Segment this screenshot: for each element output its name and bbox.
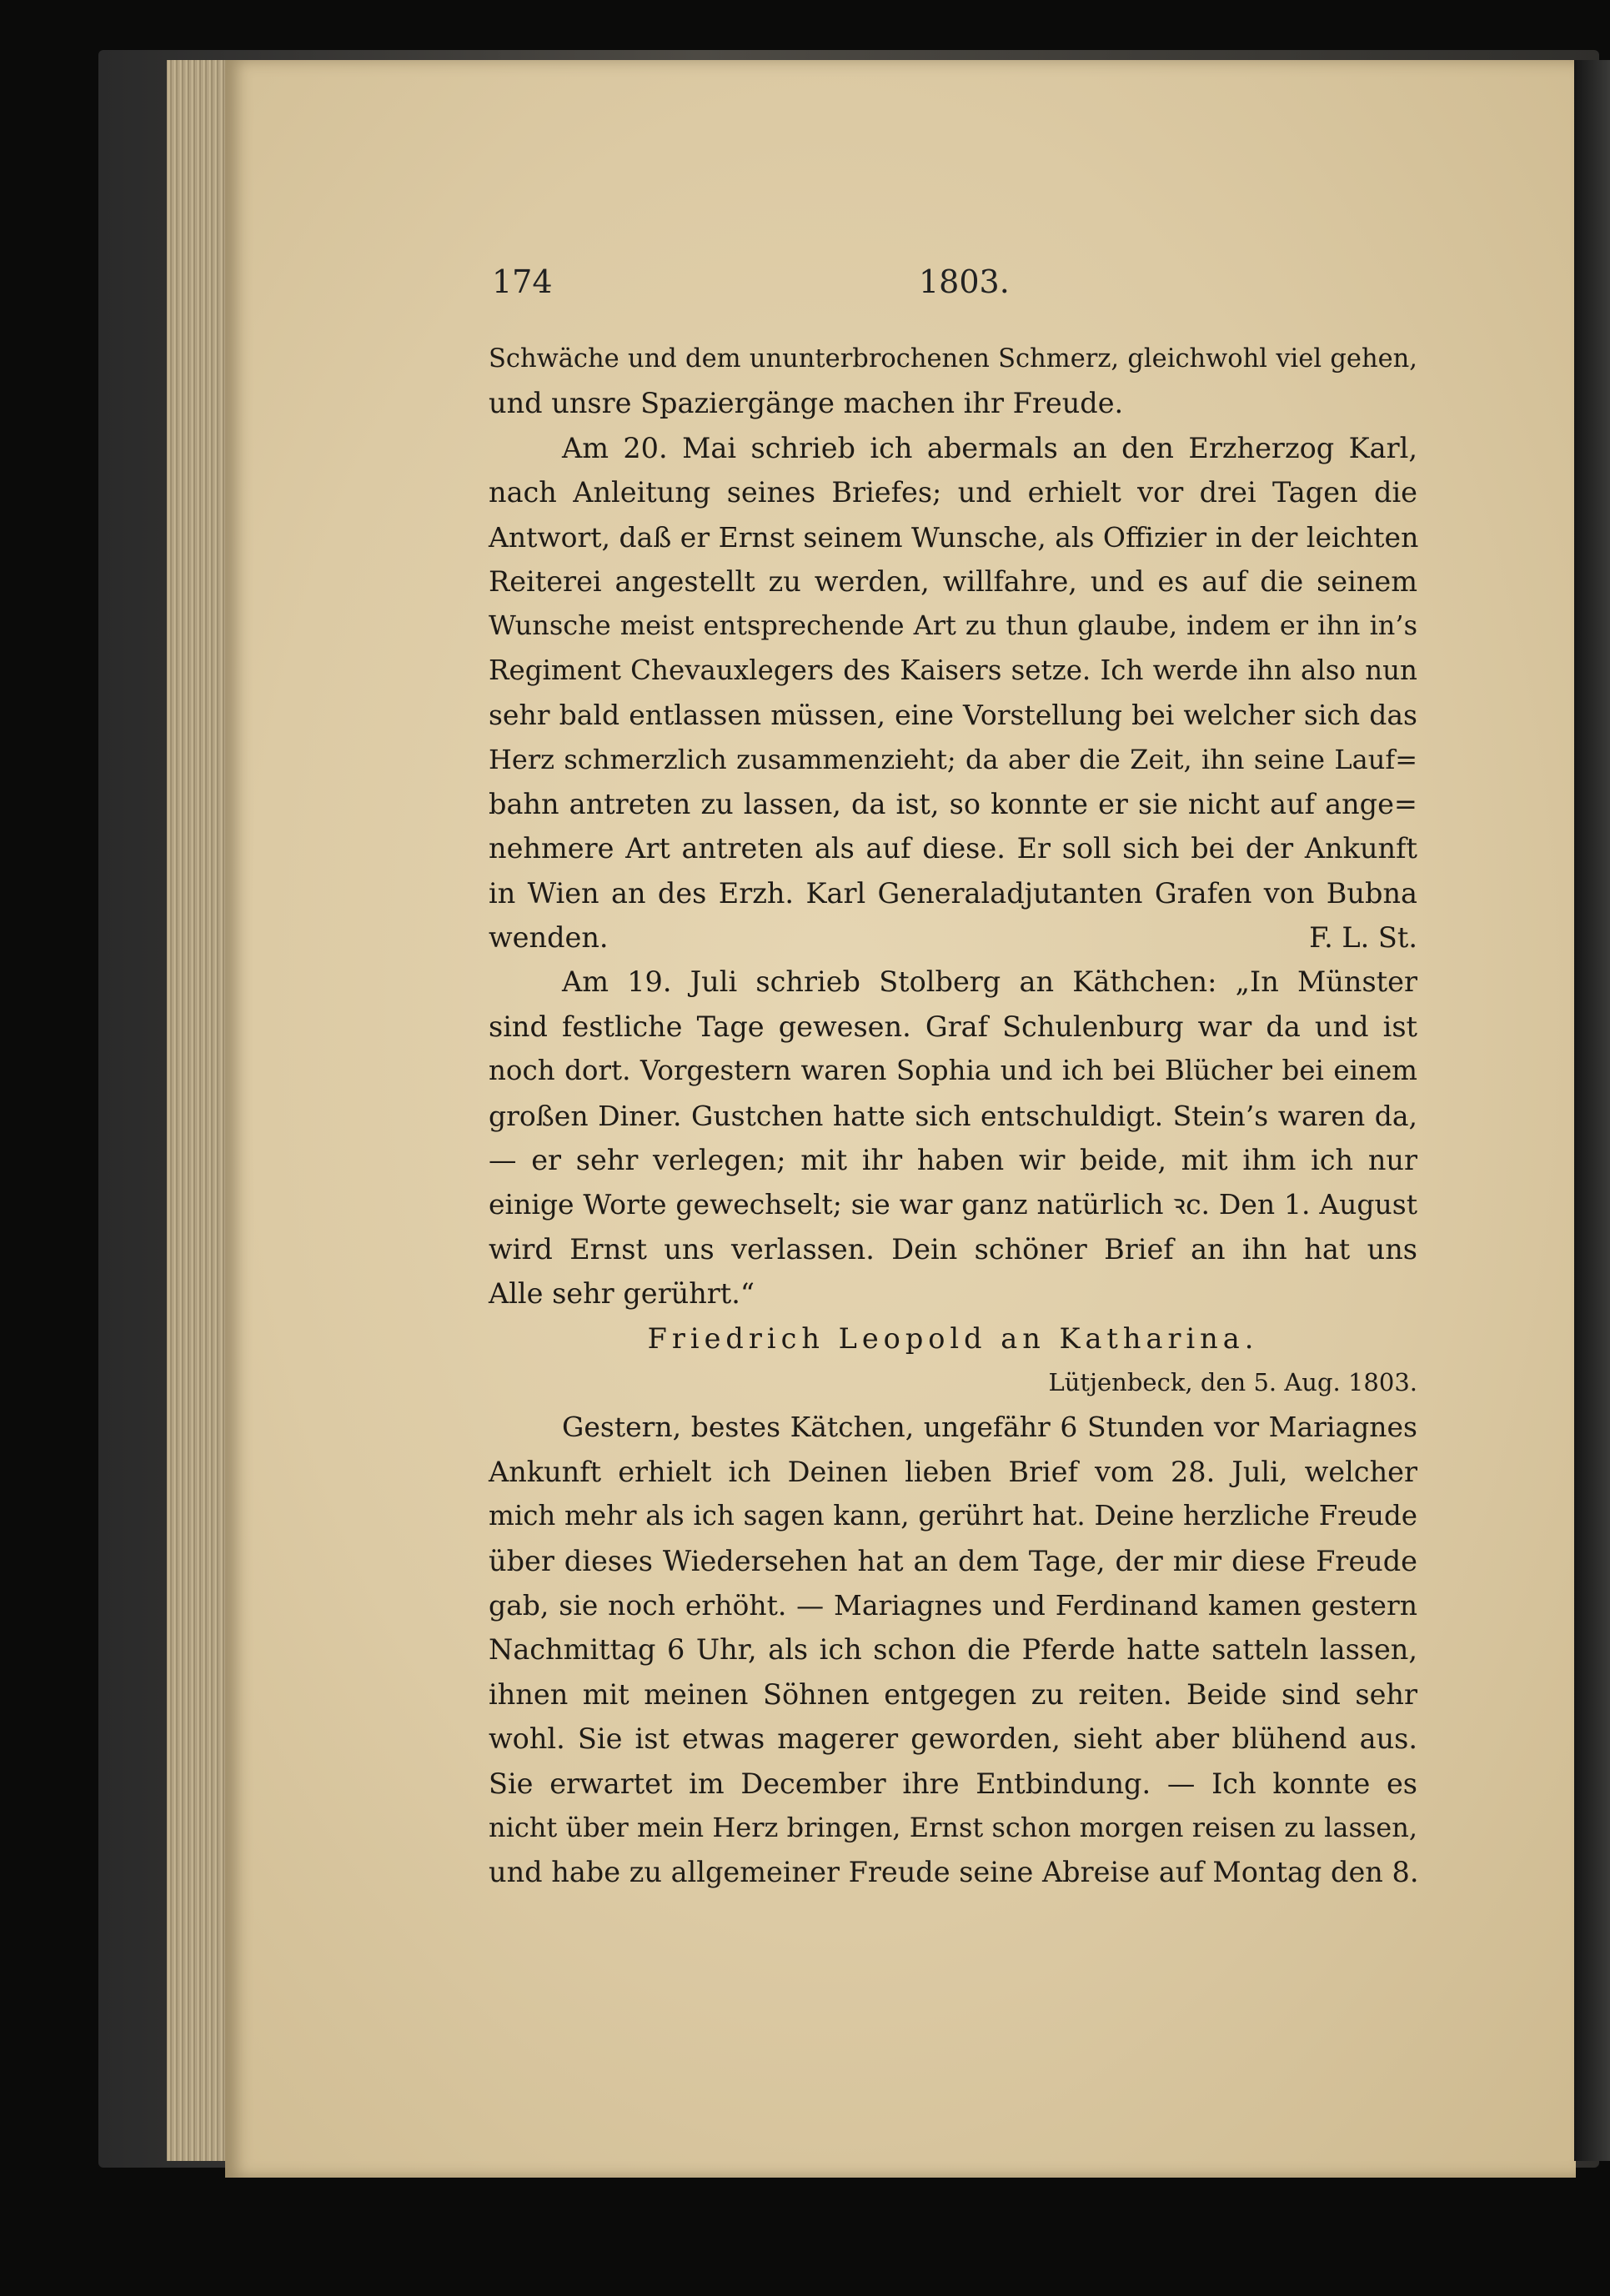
text-line: nach Anleitung seines Briefes; und erhielt vor drei Tagen die [489,476,1417,509]
body-text [489,337,1417,1895]
text-line: gab, sie noch erhöht. — Mariagnes und Ferdinand kamen gestern [489,1588,1417,1622]
text-line: Alle sehr gerührt.“ [489,1277,755,1311]
text-line: und habe zu allgemeiner Freude seine Abreise auf Montag den 8. [489,1856,1419,1889]
text-line: Schwäche und dem ununterbrochenen Schmerz, gleichwohl viel gehen, [489,344,1417,373]
text-line: noch dort. Vorgestern waren Sophia und ich bei Blücher bei einem [489,1055,1417,1087]
text-line: — er sehr verlegen; mit ihr haben wir beide, mit ihm ich nur [489,1144,1417,1177]
text-line: Herz schmerzlich zusammenzieht; da aber die Zeit, ihn seine Lauf= [489,743,1417,775]
facing-page-edge [1574,60,1610,2161]
text-line: nicht über mein Herz bringen, Ernst schon morgen reisen zu lassen, [489,1811,1417,1843]
text-line: und unsre Spaziergänge machen ihr Freude. [489,387,1124,420]
text-line: nehmere Art antreten als auf diese. Er soll sich bei der Ankunft [489,832,1417,865]
text-line: Sie erwartet im December ihre Entbindung. — Ich konnte es [489,1767,1417,1800]
text-line: Regiment Chevauxlegers des Kaisers setze. Ich werde ihn also nun [489,654,1417,686]
text-line: großen Diner. Gustchen hatte sich entschuldigt. Stein’s waren da, [489,1099,1417,1132]
text-line: wohl. Sie ist etwas magerer geworden, sieht aber blühend aus. [489,1722,1417,1756]
page-header [492,263,1417,305]
text-line: sind festliche Tage gewesen. Graf Schulenburg war da und ist [489,1010,1417,1043]
text-line: einige Worte gewechselt; sie war ganz natürlich ꝛc. Den 1. August [489,1188,1417,1221]
text-line: Nachmittag 6 Uhr, als ich schon die Pferde hatte satteln lassen, [489,1633,1417,1667]
letter-heading: Friedrich Leopold an Katharina. [647,1321,1259,1355]
letter-dateline: Lütjenbeck, den 5. Aug. 1803. [1048,1367,1417,1396]
text-line: Reiterei angestellt zu werden, willfahre, und es auf die seinem [489,564,1417,598]
running-title: 1803. [919,263,1010,300]
paragraph-start-line: Gestern, bestes Kätchen, ungefähr 6 Stunden vor Mariagnes [562,1411,1417,1444]
text-line: Wunsche meist entsprechende Art zu thun glaube, indem er ihn in’s [489,609,1417,642]
text-line: ihnen mit meinen Söhnen entgegen zu reiten. Beide sind sehr [489,1677,1417,1711]
paragraph-start-line: Am 19. Juli schrieb Stolberg an Käthchen: „In Münster [562,965,1417,999]
text-line: bahn antreten zu lassen, da ist, so konnte er sie nicht auf ange= [489,787,1417,820]
text-line: wird Ernst uns verlassen. Dein schöner Brief an ihn hat uns [489,1232,1417,1266]
text-line: über dieses Wiedersehen hat an dem Tage, der mir diese Freude [489,1544,1417,1577]
text-line: sehr bald entlassen müssen, eine Vorstellung bei welcher sich das [489,699,1417,732]
signature-line [489,915,1417,960]
text-line: Ankunft erhielt ich Deinen lieben Brief vom 28. Juli, welcher [489,1455,1417,1488]
paragraph-start-line: Am 20. Mai schrieb ich abermals an den Erzherzog Karl, [562,431,1417,464]
text-line: Antwort, daß er Ernst seinem Wunsche, als Offizier in der leichten [489,520,1419,554]
text-line: mich mehr als ich sagen kann, gerührt hat. Deine herzliche Freude [489,1500,1417,1532]
signature-initials: F. L. St. [1309,921,1417,955]
text-line: in Wien an des Erzh. Karl Generaladjutanten Grafen von Bubna [489,876,1417,910]
page-number: 174 [492,263,553,300]
text-line-end: wenden. [489,921,609,955]
